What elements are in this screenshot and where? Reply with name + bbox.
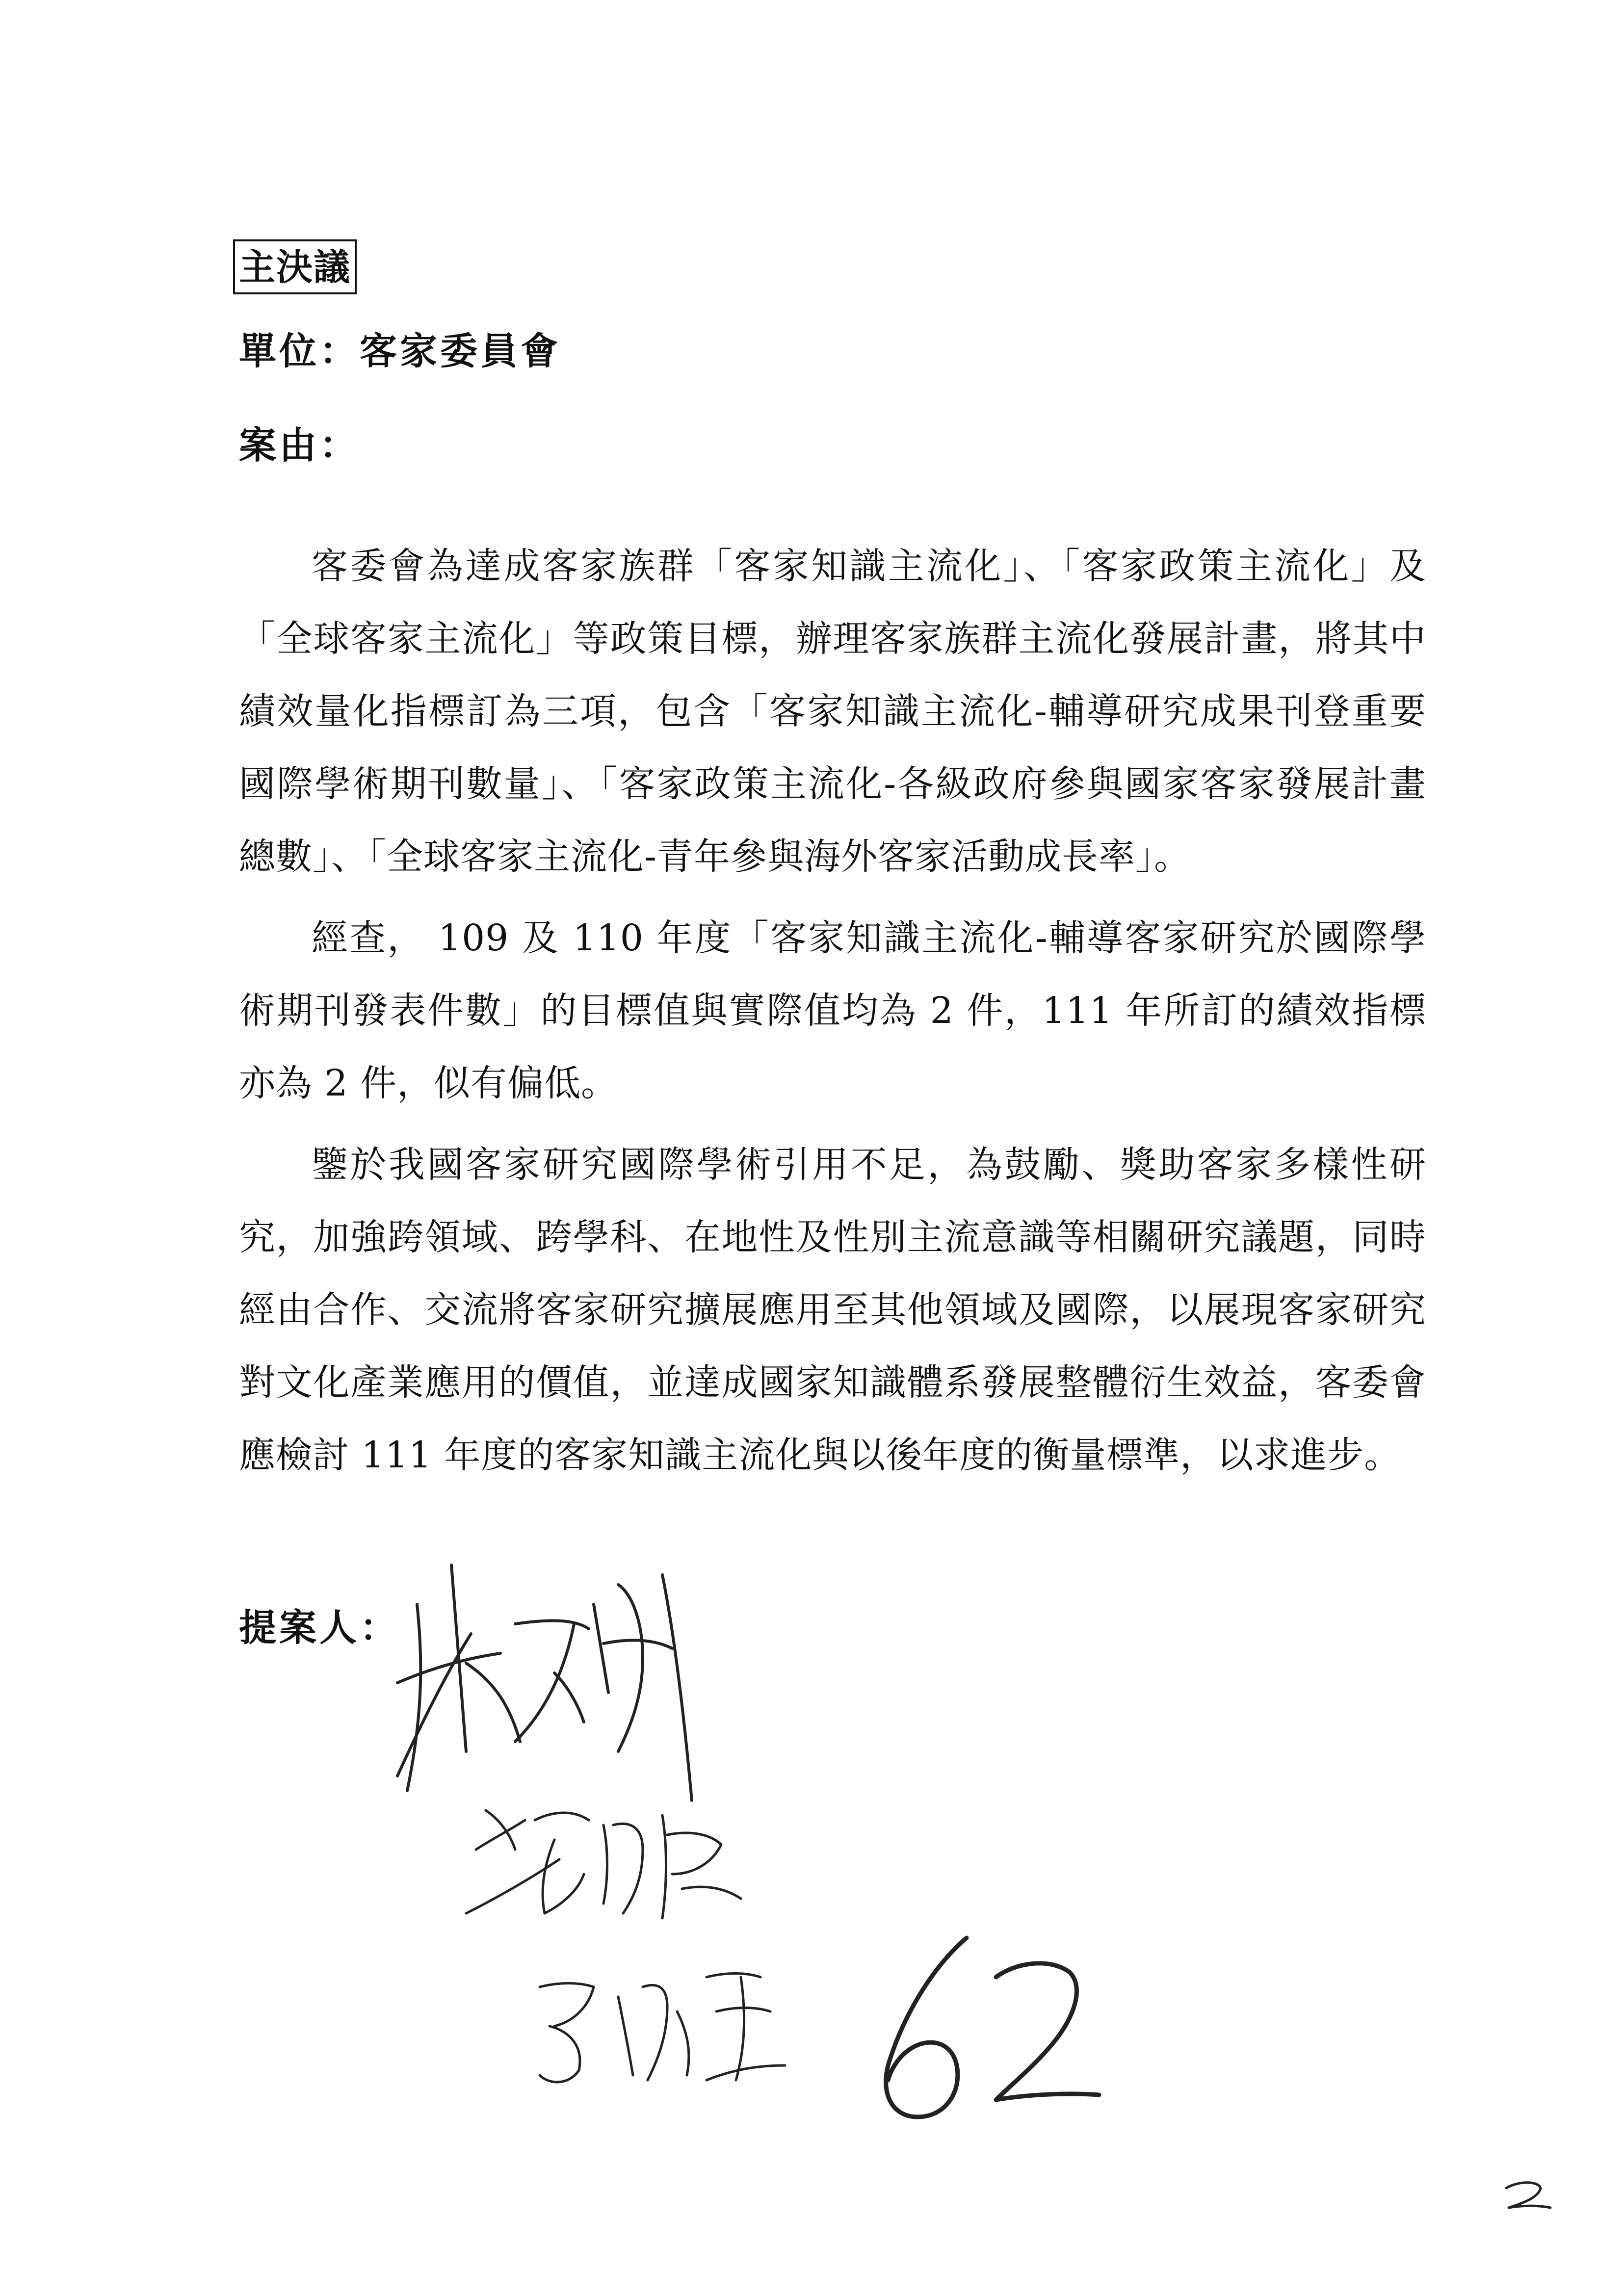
proposer-signature-1 (388, 1545, 702, 1820)
proposer-label: 提案人 (239, 1606, 360, 1649)
unit-label: 單位 (239, 329, 319, 373)
reason-separator: ： (319, 423, 360, 467)
paragraph-1: 客委會為達成客家族群「客家知識主流化」、「客家政策主流化」及「全球客家主流化」等政策目標，辦理客家族群主流化發展計畫，將其中績效量化指標訂為三項，包含「客家知識主流化-輔導研究成果刊登重要國際學術期刊數量」、「客家政策主流化-各級政府參與國家客家發展計畫總數」、「全球客家主流化-青年參與海外客家活動成長率」。 (239, 545, 1426, 878)
main-resolution-label: 主決議 (233, 239, 357, 294)
paragraph-2: 經查， 109 及 110 年度「客家知識主流化-輔導客家研究於國際學術期刊發表件數」的目標值與實際值均為 2 件，111 年所訂的績效指標亦為 2 件，似有偏低。 (239, 917, 1426, 1104)
unit-value: 客家委員會 (360, 329, 561, 373)
proposer-heading (239, 1604, 400, 1651)
unit-separator: ： (319, 329, 360, 373)
proposer-signature-3 (530, 1953, 805, 2100)
reason-label: 案由 (239, 423, 319, 467)
reason-heading (239, 422, 360, 469)
page-corner-mark (1499, 2173, 1558, 2218)
proposer-separator: ： (360, 1606, 400, 1649)
handwritten-page-number (854, 1923, 1109, 2129)
unit-heading (239, 328, 561, 375)
paragraph-3: 鑒於我國客家研究國際學術引用不足，為鼓勵、獎助客家多樣性研究，加強跨領域、跨學科、在地性及性別主流意識等相關研究議題，同時經由合作、交流將客家研究擴展應用至其他領域及國際，以展現客家研究對文化產業應用的價值，並達成國家知識體系發展整體衍生效益，客委會應檢討 111 年度的客家知識主流化與以後年度的衡量標準，以求進步。 (239, 1144, 1426, 1476)
proposer-signature-2 (456, 1791, 760, 1938)
reason-body (239, 530, 1426, 1500)
